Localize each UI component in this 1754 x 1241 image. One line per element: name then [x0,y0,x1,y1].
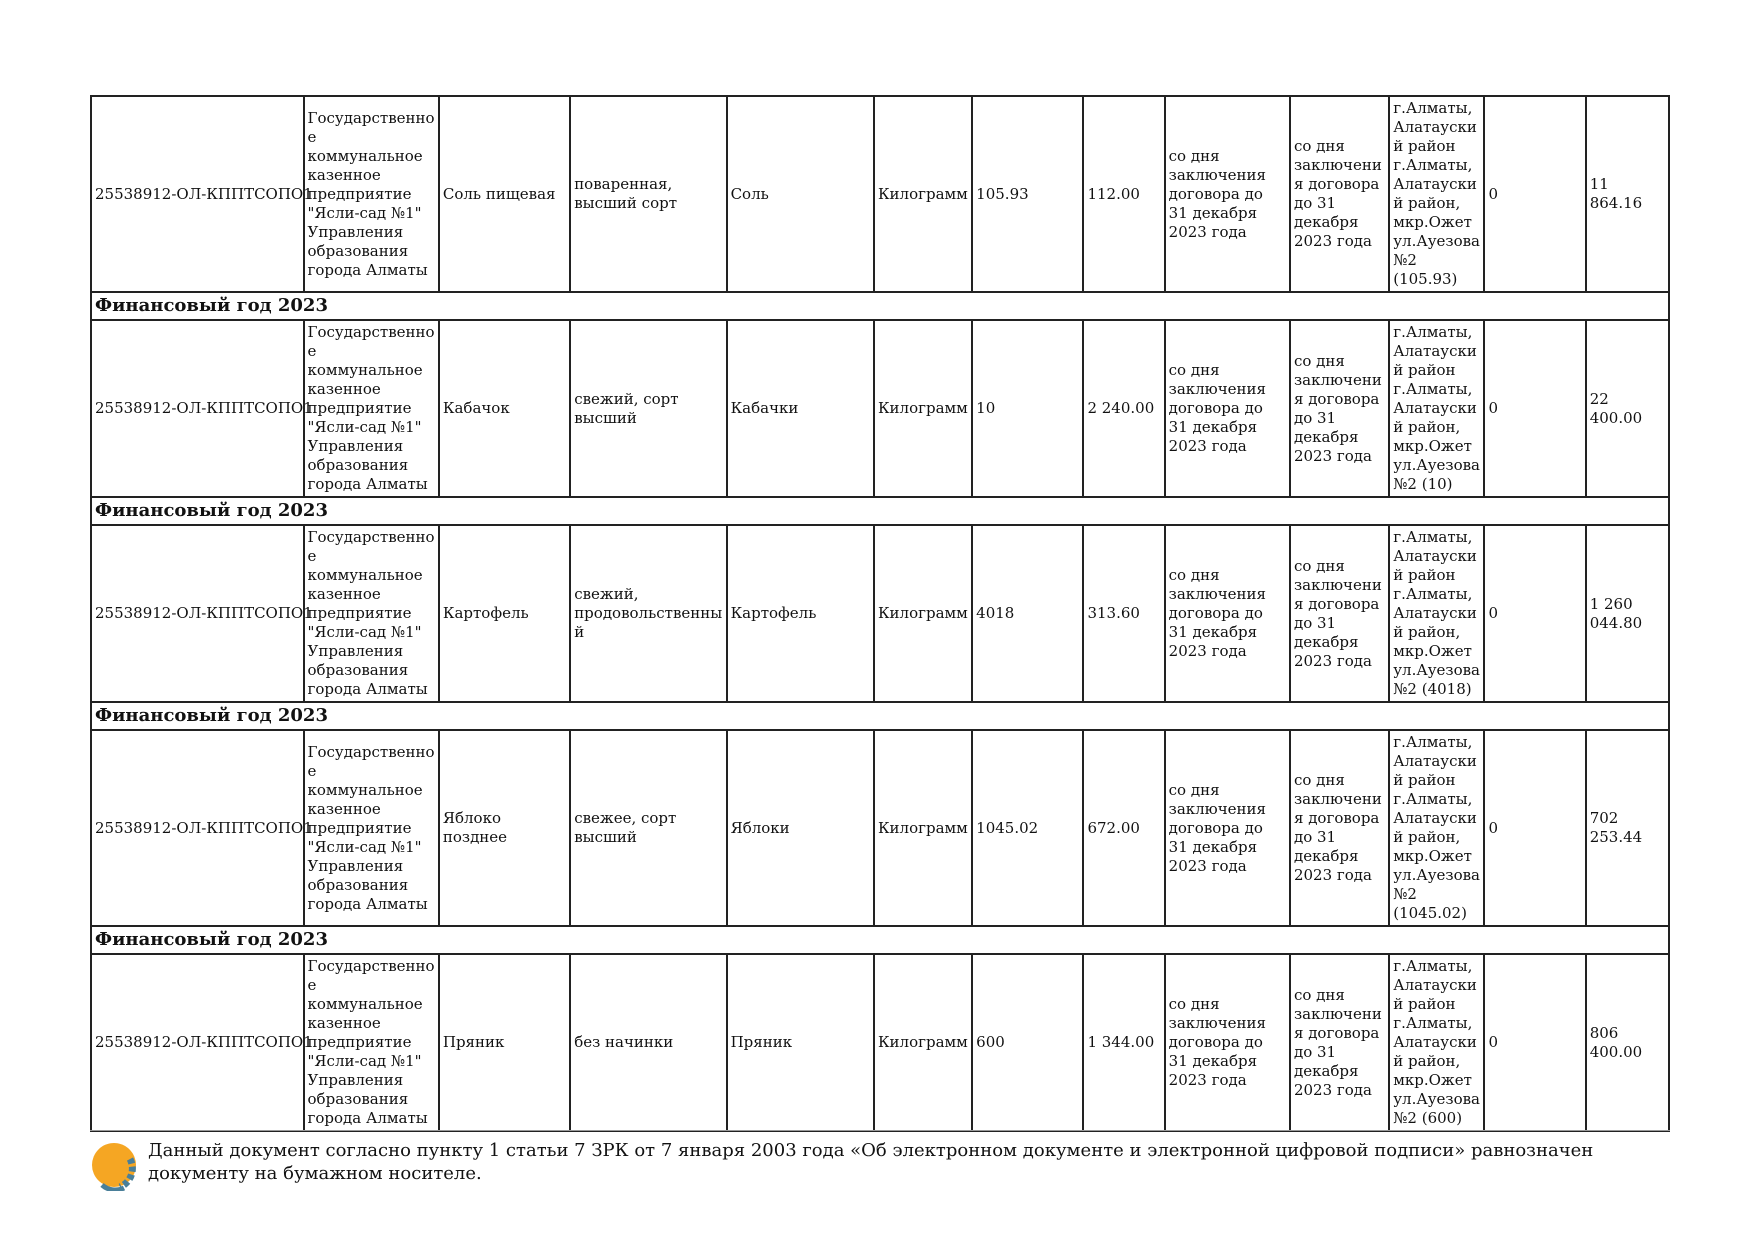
egov-logo-icon [90,1141,140,1191]
advance-cell: 0 [1484,320,1585,497]
customer-cell: Государственное коммунальное казенное предприятие "Ясли-сад №1" Управления образования города Алматы [304,954,439,1131]
financial-year-row [91,292,1669,320]
unit-cell: Килограмм [874,525,972,702]
procurement-table [90,95,1670,1132]
price-cell: 672.00 [1083,730,1164,926]
quantity-cell: 4018 [972,525,1083,702]
payment-term-cell: со дня заключения договора до 31 декабря 2023 года [1290,320,1389,497]
customer-cell: Государственное коммунальное казенное предприятие "Ясли-сад №1" Управления образования города Алматы [304,96,439,292]
table-row [91,525,1669,702]
advance-cell: 0 [1484,954,1585,1131]
item-name-cell: Яблоко позднее [439,730,570,926]
customer-cell: Государственное коммунальное казенное предприятие "Ясли-сад №1" Управления образования города Алматы [304,525,439,702]
delivery-place-cell: г.Алматы, Алатауский район г.Алматы, Алатауский район, мкр.Ожет ул.Ауезова №2 (4018) [1389,525,1484,702]
payment-term-cell: со дня заключения договора до 31 декабря 2023 года [1290,954,1389,1131]
additional-description-cell: Кабачки [727,320,874,497]
additional-description-cell: Картофель [727,525,874,702]
delivery-term-cell: со дня заключения договора до 31 декабря 2023 года [1165,96,1290,292]
price-cell: 112.00 [1083,96,1164,292]
price-cell: 2 240.00 [1083,320,1164,497]
total-cell: 22 400.00 [1586,320,1669,497]
total-cell: 11 864.16 [1586,96,1669,292]
customer-cell: Государственное коммунальное казенное предприятие "Ясли-сад №1" Управления образования города Алматы [304,320,439,497]
payment-term-cell: со дня заключения договора до 31 декабря 2023 года [1290,730,1389,926]
unit-cell: Килограмм [874,96,972,292]
item-name-cell: Пряник [439,954,570,1131]
additional-description-cell: Пряник [727,954,874,1131]
characteristics-cell: свежий, продовольственный [570,525,726,702]
unit-cell: Килограмм [874,320,972,497]
financial-year-row [91,926,1669,954]
quantity-cell: 1045.02 [972,730,1083,926]
lot-id-cell: 25538912-ОЛ-КППТСОПО1 [91,730,304,926]
table-row [91,320,1669,497]
customer-cell: Государственное коммунальное казенное предприятие "Ясли-сад №1" Управления образования города Алматы [304,730,439,926]
total-cell: 702 253.44 [1586,730,1669,926]
quantity-cell: 600 [972,954,1083,1131]
delivery-term-cell: со дня заключения договора до 31 декабря 2023 года [1165,954,1290,1131]
table-row [91,954,1669,1131]
price-cell: 1 344.00 [1083,954,1164,1131]
document-page [90,95,1670,1132]
table-row [91,96,1669,292]
price-cell: 313.60 [1083,525,1164,702]
item-name-cell: Картофель [439,525,570,702]
delivery-place-cell: г.Алматы, Алатауский район г.Алматы, Алатауский район, мкр.Ожет ул.Ауезова №2 (105.93) [1389,96,1484,292]
lot-id-cell: 25538912-ОЛ-КППТСОПО1 [91,96,304,292]
financial-year-label: Финансовый год 2023 [91,926,1669,954]
unit-cell: Килограмм [874,954,972,1131]
legal-notice: Данный документ согласно пункту 1 статьи 7 ЗРК от 7 января 2003 года «Об электронном документе и электронной цифровой подписи» равнозначен документу на бумажном носителе. [148,1140,1594,1184]
payment-term-cell: со дня заключения договора до 31 декабря 2023 года [1290,96,1389,292]
lot-id-cell: 25538912-ОЛ-КППТСОПО1 [91,320,304,497]
additional-description-cell: Соль [727,96,874,292]
financial-year-label: Финансовый год 2023 [91,702,1669,730]
financial-year-label: Финансовый год 2023 [91,497,1669,525]
advance-cell: 0 [1484,730,1585,926]
advance-cell: 0 [1484,525,1585,702]
item-name-cell: Соль пищевая [439,96,570,292]
table-body [91,96,1669,1131]
lot-id-cell: 25538912-ОЛ-КППТСОПО1 [91,954,304,1131]
delivery-term-cell: со дня заключения договора до 31 декабря 2023 года [1165,730,1290,926]
delivery-place-cell: г.Алматы, Алатауский район г.Алматы, Алатауский район, мкр.Ожет ул.Ауезова №2 (1045.02) [1389,730,1484,926]
payment-term-cell: со дня заключения договора до 31 декабря 2023 года [1290,525,1389,702]
table-row [91,730,1669,926]
additional-description-cell: Яблоки [727,730,874,926]
total-cell: 1 260 044.80 [1586,525,1669,702]
delivery-place-cell: г.Алматы, Алатауский район г.Алматы, Алатауский район, мкр.Ожет ул.Ауезова №2 (10) [1389,320,1484,497]
financial-year-row [91,497,1669,525]
quantity-cell: 105.93 [972,96,1083,292]
footer [90,1130,1670,1191]
delivery-term-cell: со дня заключения договора до 31 декабря 2023 года [1165,320,1290,497]
total-cell: 806 400.00 [1586,954,1669,1131]
item-name-cell: Кабачок [439,320,570,497]
delivery-term-cell: со дня заключения договора до 31 декабря 2023 года [1165,525,1290,702]
characteristics-cell: поваренная, высший сорт [570,96,726,292]
unit-cell: Килограмм [874,730,972,926]
lot-id-cell: 25538912-ОЛ-КППТСОПО1 [91,525,304,702]
characteristics-cell: свежее, сорт высший [570,730,726,926]
advance-cell: 0 [1484,96,1585,292]
characteristics-cell: свежий, сорт высший [570,320,726,497]
characteristics-cell: без начинки [570,954,726,1131]
quantity-cell: 10 [972,320,1083,497]
delivery-place-cell: г.Алматы, Алатауский район г.Алматы, Алатауский район, мкр.Ожет ул.Ауезова №2 (600) [1389,954,1484,1131]
financial-year-label: Финансовый год 2023 [91,292,1669,320]
financial-year-row [91,702,1669,730]
